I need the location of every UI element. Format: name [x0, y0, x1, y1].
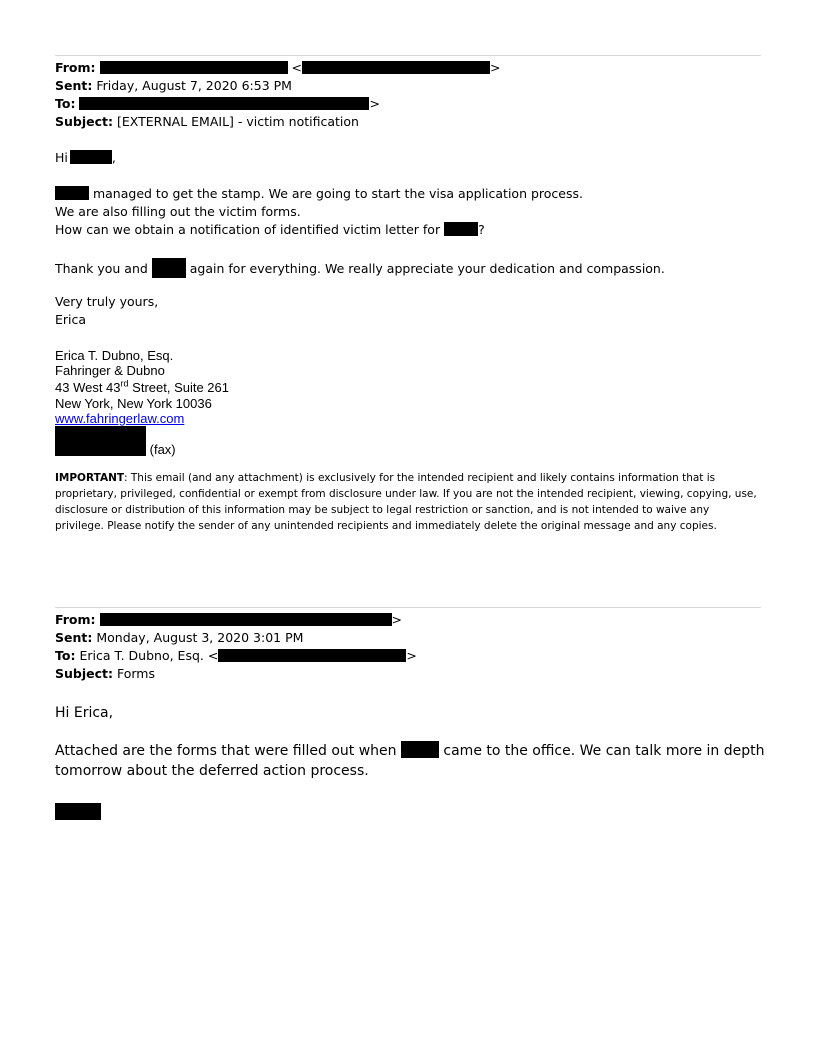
to-label: To:	[55, 96, 76, 111]
email-1-subject-line	[55, 114, 359, 130]
email-2-sent-line	[55, 630, 303, 646]
redacted-name	[444, 222, 478, 236]
redacted-signature	[55, 803, 101, 820]
email-1-sent-line	[55, 78, 292, 94]
redacted-phone	[55, 426, 146, 441]
angle-close: >	[391, 612, 402, 627]
address-text-end: Street, Suite 261	[128, 380, 229, 395]
email-1-to-line	[55, 96, 380, 112]
closing-name: Erica	[55, 312, 87, 327]
notice-text: : This email (and any attachment) is exclusively for the intended recipient and likely contains information that is proprietary, privileged, confidential or exempt from disclosure under law. If you are not the intended recipient, viewing, copying, use, disclosure or distribution of this information may be subject to legal restriction or sanction, and is not intended to waive any privilege. Please notify the sender of any unintended recipients and immediately delete the original message and any copies.	[55, 472, 757, 532]
signature-fax-line	[55, 441, 176, 458]
email-2-subject-line	[55, 666, 155, 682]
angle-close: >	[489, 60, 501, 75]
signature-name: Erica T. Dubno, Esq.	[55, 348, 174, 363]
angle-close: >	[369, 96, 380, 111]
subject-label: Subject:	[55, 666, 113, 681]
email-1-separator	[55, 55, 761, 56]
body-text: We are also filling out the victim forms.	[55, 204, 301, 219]
sent-value: Friday, August 7, 2020 6:53 PM	[96, 78, 292, 93]
redacted-name	[401, 741, 439, 758]
email-1-body-line-2	[55, 204, 301, 220]
redacted-recipient-email	[218, 649, 406, 662]
body-text: Attached are the forms that were filled out when	[55, 743, 401, 759]
thanks-text-end: again for everything. We really appreciate your dedication and compassion.	[185, 261, 665, 276]
email-1-body-line-1	[55, 186, 583, 202]
subject-label: Subject:	[55, 114, 113, 129]
email-1-closing-name	[55, 312, 86, 328]
body-text: managed to get the stamp. We are going to start the visa application process.	[89, 186, 583, 201]
redacted-recipient	[79, 97, 369, 110]
email-2-to-line	[55, 648, 417, 664]
angle-open: <	[291, 60, 302, 75]
sent-label: Sent:	[55, 630, 93, 645]
signature-city: New York, New York 10036	[55, 396, 212, 411]
notice-label: IMPORTANT	[55, 472, 125, 484]
redacted-name	[55, 186, 89, 200]
body-text-mid: came to the office. We can talk more in depth	[438, 743, 765, 759]
redacted-fax	[55, 441, 146, 456]
subject-value: [EXTERNAL EMAIL] - victim notification	[116, 114, 359, 129]
email-2-from-line	[55, 612, 402, 628]
redacted-sender-email	[302, 61, 490, 74]
address-superscript: rd	[120, 378, 129, 389]
redacted-name	[152, 258, 186, 278]
email-1-thanks-line	[55, 258, 665, 278]
email-2-body-line-1	[55, 741, 765, 761]
angle-close: >	[406, 648, 417, 663]
sent-value: Monday, August 3, 2020 3:01 PM	[96, 630, 304, 645]
fax-label: (fax)	[149, 442, 176, 457]
from-label: From:	[55, 60, 96, 75]
redacted-sender-name	[100, 61, 288, 74]
email-1-closing	[55, 294, 158, 310]
redacted-name	[70, 150, 112, 164]
address-text: 43 West 43	[55, 380, 121, 395]
email-1-from-line	[55, 60, 500, 76]
confidentiality-notice	[55, 470, 761, 534]
website-link[interactable]: www.fahringerlaw.com	[55, 411, 185, 426]
subject-value: Forms	[116, 666, 155, 681]
email-1-greeting	[55, 150, 116, 166]
signature-website-line	[55, 411, 184, 427]
sent-label: Sent:	[55, 78, 93, 93]
body-text-end: ?	[478, 222, 485, 237]
to-label: To:	[55, 648, 76, 663]
to-value: Erica T. Dubno, Esq. <	[79, 648, 219, 663]
closing-text: Very truly yours,	[55, 294, 159, 309]
email-1-body-line-3	[55, 222, 485, 238]
signature-firm: Fahringer & Dubno	[55, 363, 165, 378]
email-2-greeting: Hi Erica,	[55, 705, 114, 721]
from-label: From:	[55, 612, 96, 627]
greeting-text: Hi	[55, 150, 68, 165]
thanks-text: Thank you and	[55, 261, 152, 276]
email-2-separator	[55, 607, 761, 608]
greeting-comma: ,	[111, 150, 116, 165]
redacted-sender	[100, 613, 392, 626]
email-2-body	[55, 741, 765, 781]
body-text: How can we obtain a notification of identified victim letter for	[55, 222, 445, 237]
signature-address	[55, 380, 229, 396]
email-2-body-line-2: tomorrow about the deferred action process.	[55, 763, 369, 779]
